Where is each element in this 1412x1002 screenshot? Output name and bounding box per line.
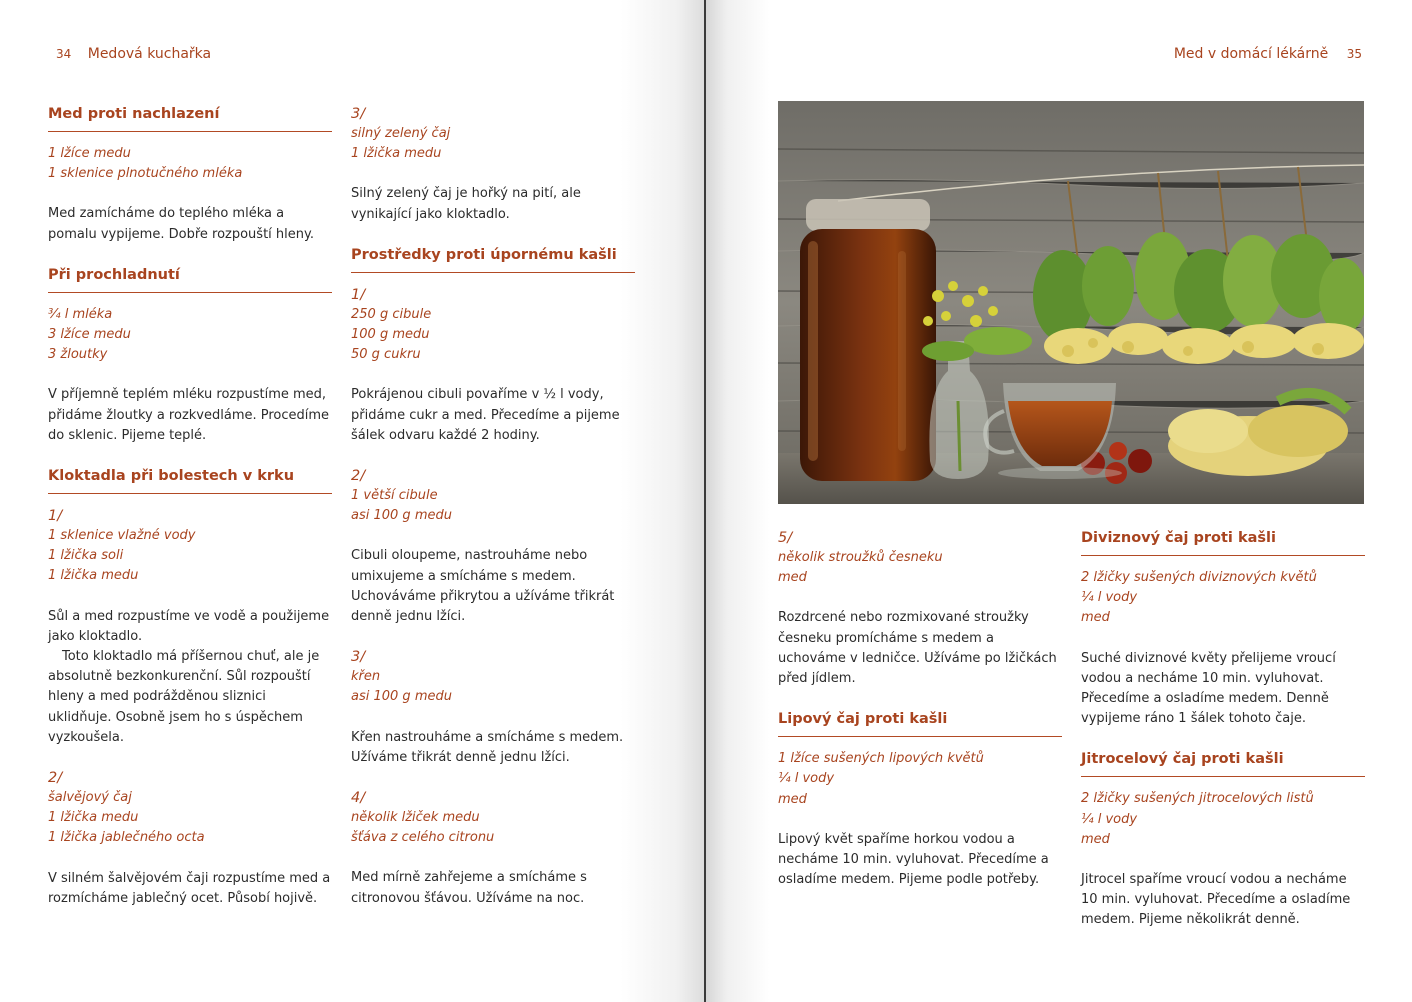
instructions: V příjemně teplém mléku rozpustíme med, přidáme žloutky a rozkvedláme. Procedíme do sklenic. Pijeme teplé. [48, 387, 330, 443]
ingredient-list [351, 305, 635, 366]
instructions: Rozdrcené nebo rozmixované stroužky česneku promícháme s medem a uchováme v ledničce. Užíváme po lžičkách před jídlem. [778, 610, 1057, 687]
variant-number: 1/ [351, 286, 366, 303]
ingredient-list [351, 667, 635, 707]
ingredient-list [48, 788, 332, 849]
running-title: Med v domácí lékárně [1173, 46, 1329, 62]
instructions: Pokrájenou cibuli povaříme v ½ l vody, přidáme cukr a med. Přecedíme a pijeme šálek odvaru každé 2 hodiny. [351, 387, 620, 443]
ingredient-list [1081, 568, 1365, 629]
recipe-title: Při prochladnutí [48, 265, 332, 293]
variant-number: 2/ [48, 770, 63, 787]
instructions [48, 607, 332, 748]
instructions: Suché diviznové květy přelijeme vroucí vodou a necháme 10 min. vyluhovat. Přecedíme a osladíme medem. Denně vypijeme ráno 1 šálek tohoto čaje. [1081, 650, 1336, 727]
recipe [1081, 749, 1365, 930]
left-column-1 [48, 104, 332, 929]
variant-number: 3/ [351, 649, 366, 666]
ingredient: 1 lžička medu [351, 146, 442, 162]
instructions-paragraph: Sůl a med rozpustíme ve vodě a použijeme jako kloktadlo. [48, 608, 330, 644]
ingredient: ¼ l vody [778, 771, 835, 787]
recipe-variant [351, 285, 635, 446]
ingredient: 1 lžička medu [48, 810, 139, 826]
ingredient-list [351, 486, 635, 526]
ingredient: 50 g cukru [351, 347, 421, 363]
ingredient-list [778, 548, 1062, 588]
running-title: Medová kuchařka [87, 46, 212, 62]
variant-number: 3/ [351, 106, 366, 122]
recipe-title: Kloktadla při bolestech v krku [48, 466, 332, 494]
left-page [0, 0, 705, 1002]
ingredient: šalvějový čaj [48, 790, 132, 806]
ingredient: několik stroužků česneku [778, 550, 943, 565]
recipe-title: Jitrocelový čaj proti kašli [1081, 749, 1365, 777]
ingredient: 2 lžičky sušených jitrocelových listů [1081, 791, 1314, 807]
recipe [1081, 528, 1365, 729]
ingredient-list [48, 144, 332, 184]
instructions: Med zamícháme do teplého mléka a pomalu vypijeme. Dobře rozpouští hleny. [48, 206, 314, 242]
ingredient: silný zelený čaj [351, 126, 451, 141]
honey-and-linden-photo [778, 101, 1364, 504]
instructions: Silný zelený čaj je hořký na pití, ale vynikající jako kloktadlo. [351, 186, 581, 222]
ingredient: med [778, 570, 807, 586]
variant-number: 1/ [48, 508, 63, 525]
ingredient-list [1081, 789, 1365, 850]
recipe-title: Med proti nachlazení [48, 104, 332, 132]
page-number: 35 [1346, 47, 1362, 61]
ingredient: med [1081, 831, 1110, 847]
ingredient: 3 žloutky [48, 347, 108, 363]
recipe-variant [48, 768, 332, 909]
ingredient: ¼ l vody [1081, 590, 1138, 606]
honey-jar [800, 199, 936, 481]
ingredient: asi 100 g medu [351, 508, 452, 524]
ingredient-list [48, 526, 332, 587]
recipe-title: Prostředky proti úpornému kašli [351, 245, 635, 273]
recipe-variant [778, 528, 1062, 689]
right-column-1 [778, 528, 1062, 910]
ingredient-list [778, 749, 1062, 810]
recipe-title: Diviznový čaj proti kašli [1081, 528, 1365, 556]
ingredient: med [1081, 610, 1110, 626]
ingredient: 1 lžička soli [48, 548, 124, 564]
ingredient: šťáva z celého citronu [351, 830, 495, 846]
recipe-variant [351, 466, 635, 627]
ingredient: 100 g medu [351, 327, 430, 343]
instructions: Med mírně zahřejeme a smícháme s citronovou šťávou. Užíváme na noc. [351, 870, 587, 906]
ingredient: 1 lžička medu [48, 568, 139, 584]
ingredient: 1 sklenice vlažné vody [48, 528, 196, 544]
ingredient: 3 lžíce medu [48, 327, 131, 343]
left-column-2 [351, 104, 635, 929]
instructions: Cibuli oloupeme, nastrouháme nebo umixujeme a smícháme s medem. Uchováváme přikrytou a užíváme třikrát denně jednu lžíci. [351, 548, 615, 625]
instructions: Křen nastrouháme a smícháme s medem. Užíváme třikrát denně jednu lžíci. [351, 729, 624, 765]
recipe-variant [351, 788, 635, 909]
recipe [48, 466, 332, 909]
ingredient: 1 sklenice plnotučného mléka [48, 166, 243, 182]
ingredient: ¼ l vody [1081, 811, 1138, 827]
recipe [48, 104, 332, 245]
recipe [48, 265, 332, 446]
ingredient: med [778, 791, 807, 807]
right-page [706, 0, 1412, 1002]
running-header-left [48, 46, 211, 62]
recipe [351, 245, 635, 909]
ingredient: 250 g cibule [351, 306, 432, 322]
ingredient: ¾ l mléka [48, 306, 113, 322]
ingredient: 1 lžíce medu [48, 146, 131, 161]
ingredient: 1 větší cibule [351, 488, 438, 504]
ingredient-list [48, 305, 332, 366]
ingredient: 2 lžičky sušených diviznových květů [1081, 570, 1317, 585]
recipe [778, 709, 1062, 890]
right-column-2 [1081, 528, 1365, 951]
ingredient: asi 100 g medu [351, 689, 452, 705]
variant-number: 5/ [778, 530, 793, 546]
recipe-variant [351, 104, 635, 225]
instructions: V silném šalvějovém čaji rozpustíme med a rozmícháme jablečný ocet. Působí hojivě. [48, 870, 331, 906]
variant-number: 4/ [351, 790, 366, 807]
ingredient: několik lžiček medu [351, 810, 480, 826]
ingredient: křen [351, 669, 381, 685]
page-number: 34 [56, 47, 72, 61]
recipe-variant [48, 506, 332, 748]
recipe-variant [351, 647, 635, 768]
ingredient: 1 lžíce sušených lipových květů [778, 751, 984, 767]
ingredient-list [351, 124, 635, 164]
instructions: Jitrocel spaříme vroucí vodou a necháme 10 min. vyluhovat. Přecedíme a osladíme medem. Pijeme několikrát denně. [1081, 872, 1351, 928]
ingredient: 1 lžička jablečného octa [48, 830, 205, 846]
recipe-title: Lipový čaj proti kašli [778, 709, 1062, 737]
running-header-right [1174, 46, 1362, 62]
instructions-paragraph: Toto kloktadlo má příšernou chuť, ale je absolutně bezkonkurenční. Sůl rozpouští hleny a med podrážděnou sliznici uklidňuje. Osobně jsem ho s úspěchem vyzkoušela. [48, 649, 320, 745]
instructions: Lipový květ spaříme horkou vodou a necháme 10 min. vyluhovat. Přecedíme a osladíme medem. Pijeme podle potřeby. [778, 831, 1049, 888]
variant-number: 2/ [351, 468, 366, 485]
ingredient-list [351, 808, 635, 848]
